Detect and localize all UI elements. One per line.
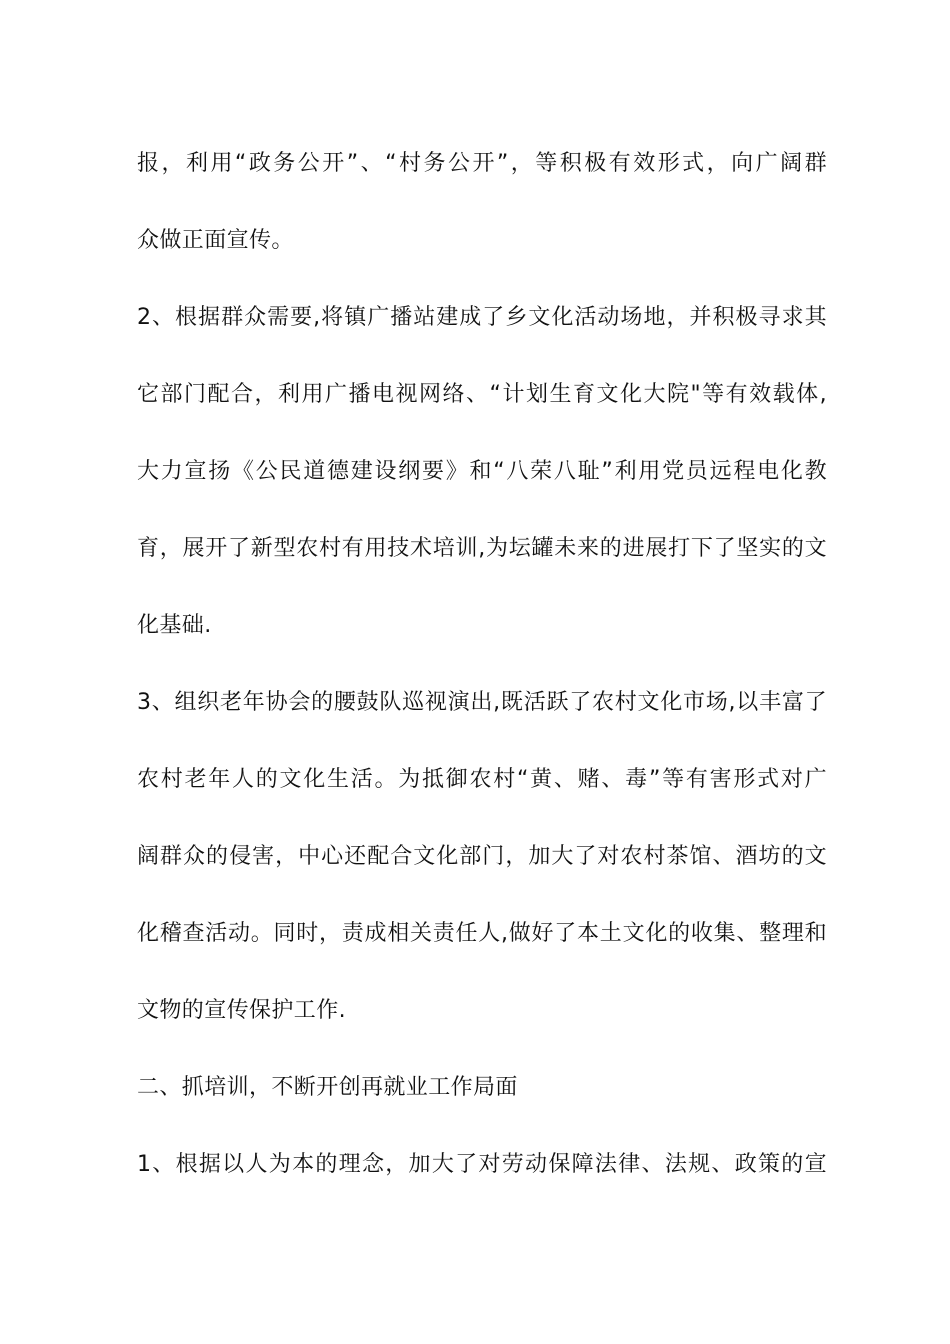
paragraph-line: 阔群众的侵害，中心还配合文化部门，加大了对农村茶馆、酒坊的文 <box>137 844 827 869</box>
section-heading: 二、抓培训，不断开创再就业工作局面 <box>137 1075 518 1100</box>
paragraph-line: 文物的宣传保护工作. <box>137 998 346 1023</box>
paragraph-line: 它部门配合，利用广播电视网络、“计划生育文化大院"等有效载体, <box>137 382 827 407</box>
paragraph-line: 化基础. <box>137 613 212 638</box>
paragraph-line: 3、组织老年协会的腰鼓队巡视演出,既活跃了农村文化市场,以丰富了 <box>137 690 827 715</box>
paragraph-line: 农村老年人的文化生活。为抵御农村“黄、赌、毒”等有害形式对广 <box>137 767 827 792</box>
paragraph-line: 化稽查活动。同时，责成相关责任人,做好了本土文化的收集、整理和 <box>137 921 827 946</box>
paragraph-line: 1、根据以人为本的理念，加大了对劳动保障法律、法规、政策的宣 <box>137 1152 827 1177</box>
paragraph-line: 育，展开了新型农村有用技术培训,为坛罐未来的进展打下了坚实的文 <box>137 536 827 561</box>
paragraph-line: 报，利用“政务公开”、“村务公开”，等积极有效形式，向广阔群 <box>137 151 827 176</box>
paragraph-line: 大力宣扬《公民道德建设纲要》和“八荣八耻”利用党员远程电化教 <box>137 459 827 484</box>
paragraph-line: 2、根据群众需要,将镇广播站建成了乡文化活动场地，并积极寻求其 <box>137 305 827 330</box>
paragraph-line: 众做正面宣传。 <box>137 228 294 253</box>
